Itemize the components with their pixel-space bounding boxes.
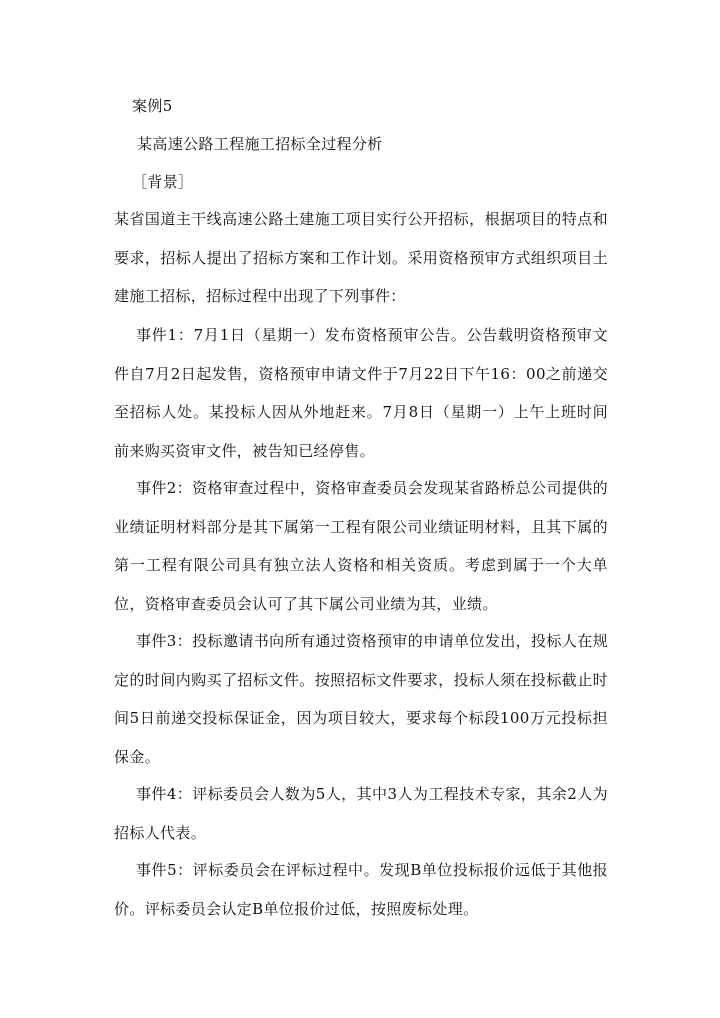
background-paragraph: 某省国道主干线高速公路土建施工项目实行公开招标，根据项目的特点和要求，招标人提出了招标方案和工作计划。采用资格预审方式组织项目土建施工招标，招标过程中出现了下列事件：: [114, 210, 608, 305]
event-paragraph-5: 事件5：评标委员会在评标过程中。发现B单位投标报价远低于其他报价。评标委员会认定B单位报价过低，按照废标处理。: [114, 861, 608, 918]
case-label: 案例5: [132, 97, 173, 115]
event-paragraph-1: 事件1：7月1日（星期一）发布资格预审公告。公告载明资格预审文件自7月2日起发售，资格预审申请文件于7月22日下午16：00之前递交至招标人处。某投标人因从外地赶来。7月8日（星期一）上午上班时间前来购买资审文件，被告知已经停售。: [114, 326, 608, 460]
event-paragraph-4: 事件4：评标委员会人数为5人，其中3人为工程技术专家，其余2人为招标人代表。: [114, 785, 608, 842]
document-title: 某高速公路工程施工招标全过程分析: [137, 135, 383, 153]
event-paragraph-2: 事件2：资格审查过程中，资格审查委员会发现某省路桥总公司提供的业绩证明材料部分是其下属第一工程有限公司业绩证明材料，且其下属的第一工程有限公司具有独立法人资格和相关资质。考虑到属于一个大单位，资格审查委员会认可了其下属公司业绩为其，业绩。: [114, 479, 608, 613]
event-paragraph-3: 事件3：投标邀请书向所有通过资格预审的申请单位发出，投标人在规定的时间内购买了招标文件。按照招标文件要求，投标人须在投标截止时间5日前递交投标保证金，因为项目较大，要求每个标段100万元投标担保金。: [114, 632, 608, 766]
section-label: ［背景］: [132, 173, 194, 191]
